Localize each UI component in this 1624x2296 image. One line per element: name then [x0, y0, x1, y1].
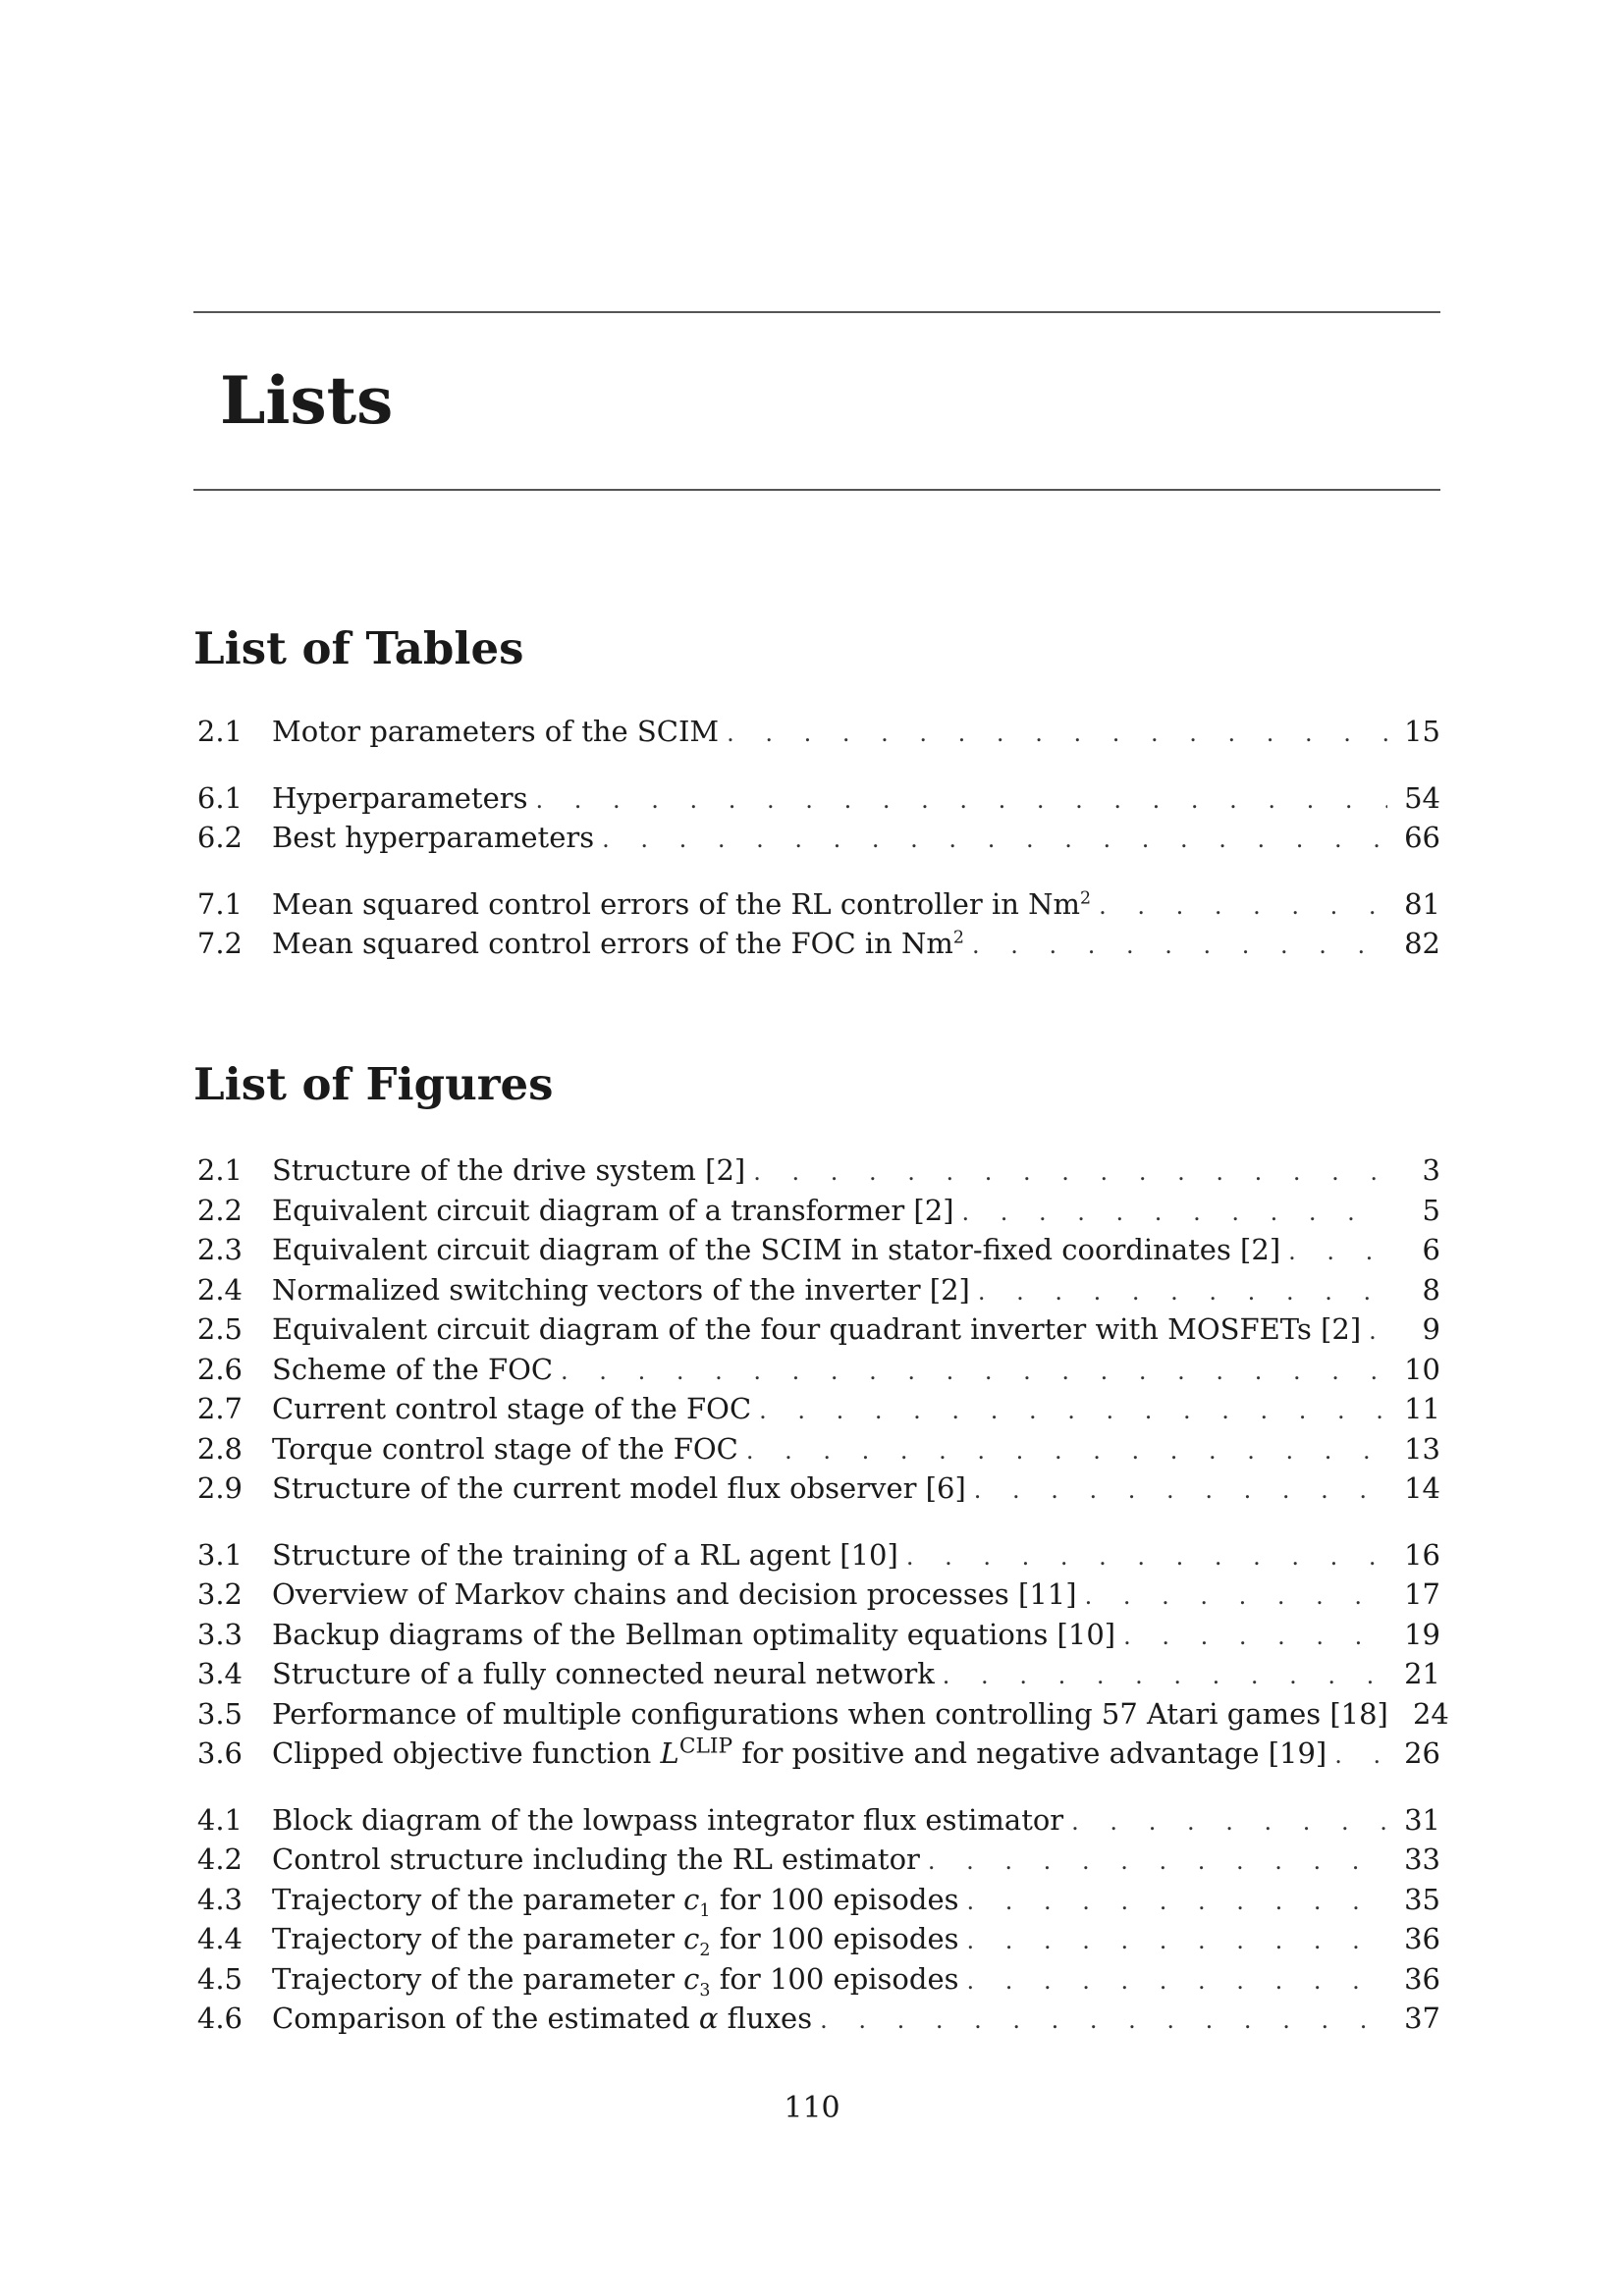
entry-number: 2.3: [196, 1233, 243, 1266]
title-text: Comparison of the estimated: [272, 2002, 699, 2035]
top-rule: [193, 311, 1440, 313]
entry-page: 33: [1404, 1842, 1440, 1876]
math-subscript: 1: [699, 1900, 711, 1921]
entry-number: 3.1: [196, 1537, 243, 1572]
toc-entry[interactable]: [193, 924, 1440, 964]
entry-title: [272, 1309, 1369, 1350]
title-text: Equivalent circuit diagram of the SCIM in stator-fixed coordinates [2]: [272, 1233, 1281, 1266]
entry-title: [272, 1919, 967, 1959]
dot-leader: [928, 1842, 1387, 1882]
entry-number: 2.4: [196, 1272, 243, 1307]
entry-page: 35: [1404, 1882, 1440, 1916]
entry-page: 19: [1404, 1617, 1440, 1651]
entry-page: 36: [1404, 1961, 1440, 1996]
dot-leader: [746, 1431, 1387, 1471]
dot-leader: [1123, 1617, 1387, 1657]
toc-entry[interactable]: [193, 712, 1440, 752]
entry-page: 6: [1422, 1233, 1440, 1266]
entry-page: 24: [1412, 1696, 1449, 1731]
dot-leader: [561, 1352, 1387, 1392]
title-text: fluxes: [718, 2002, 813, 2035]
title-text: Mean squared control errors of the RL controller in Nm: [272, 886, 1081, 921]
entry-title: [272, 1800, 1071, 1841]
entry-number: 2.8: [196, 1431, 243, 1466]
math-subscript: 2: [699, 1940, 711, 1960]
dot-leader: [978, 1272, 1387, 1312]
title-text: Equivalent circuit diagram of a transformer [2]: [272, 1193, 954, 1227]
toc-entry[interactable]: [193, 1654, 1440, 1694]
entry-title: [272, 1191, 962, 1231]
entry-title: [272, 1575, 1085, 1615]
entry-page: 26: [1404, 1736, 1440, 1770]
title-text: for 100 episodes: [710, 1882, 959, 1916]
entry-title: [272, 1734, 1334, 1774]
math-symbol: c: [683, 1922, 700, 1955]
toc-entry[interactable]: [193, 818, 1440, 858]
entry-page: 36: [1404, 1922, 1440, 1955]
toc-entry[interactable]: [193, 1999, 1440, 2039]
dot-leader: [759, 1391, 1387, 1431]
list-of-tables: [193, 712, 1440, 990]
entry-page: 10: [1404, 1352, 1440, 1386]
toc-entry[interactable]: [193, 1800, 1440, 1841]
entry-title: [272, 1230, 1288, 1270]
entry-page: 16: [1404, 1537, 1440, 1572]
title-text: Scheme of the FOC: [272, 1352, 554, 1386]
entry-title: [272, 1468, 974, 1509]
title-text: Current control stage of the FOC: [272, 1392, 752, 1425]
toc-group: [193, 1535, 1449, 1774]
title-text: for 100 episodes: [710, 1961, 959, 1996]
entry-page: 5: [1422, 1193, 1440, 1227]
dot-leader: [1099, 886, 1387, 927]
entry-page: 15: [1404, 715, 1440, 748]
toc-entry[interactable]: [193, 1230, 1440, 1270]
list-of-tables-heading: List of Tables: [193, 622, 524, 674]
math-superscript: CLIP: [678, 1734, 733, 1759]
toc-entry[interactable]: [193, 1150, 1440, 1191]
entry-page: 54: [1404, 780, 1440, 815]
entry-number: 7.2: [196, 927, 243, 960]
title-text: Trajectory of the parameter: [272, 1922, 684, 1955]
entry-number: 4.2: [196, 1842, 243, 1876]
entry-number: 3.3: [196, 1617, 243, 1651]
entry-title: [272, 1150, 753, 1191]
entry-title: [272, 1654, 943, 1694]
math-symbol: α: [698, 2002, 719, 2035]
entry-page: 14: [1404, 1471, 1440, 1505]
dot-leader: [1288, 1232, 1387, 1272]
entry-title: [272, 1429, 746, 1469]
entry-title: [272, 712, 727, 752]
entry-title: [272, 1270, 978, 1310]
entry-title: [272, 818, 602, 858]
entry-title: [272, 1615, 1123, 1655]
title-text: Trajectory of the parameter: [272, 1961, 684, 1996]
page-number: 110: [784, 2091, 840, 2125]
title-text: for positive and negative advantage [19]: [732, 1736, 1327, 1770]
title-text: Trajectory of the parameter: [272, 1882, 684, 1916]
math-symbol: L: [660, 1736, 679, 1770]
dot-leader: [1334, 1735, 1387, 1776]
dot-leader: [906, 1537, 1387, 1577]
entry-number: 3.2: [196, 1577, 243, 1611]
title-text: Structure of the training of a RL agent [10]: [272, 1537, 898, 1572]
toc-group: [193, 884, 1440, 964]
entry-page: 8: [1422, 1272, 1440, 1307]
list-of-figures: [193, 1150, 1449, 2065]
dot-leader: [1369, 1311, 1387, 1352]
title-text: Control structure including the RL estimator: [272, 1842, 920, 1876]
toc-entry[interactable]: [193, 1389, 1440, 1429]
toc-entry[interactable]: [193, 1191, 1440, 1231]
entry-title: [272, 924, 972, 964]
entry-number: 2.1: [196, 1153, 243, 1187]
entry-title: [272, 1840, 928, 1880]
title-superscript: 2: [952, 928, 964, 948]
entry-title: [272, 1389, 759, 1429]
entry-number: 7.1: [196, 886, 243, 921]
bottom-rule: [193, 489, 1440, 491]
title-text: Structure of the drive system [2]: [272, 1153, 746, 1187]
entry-title: [272, 1959, 967, 2000]
title-text: Best hyperparameters: [272, 821, 595, 854]
entry-page: 82: [1404, 927, 1440, 960]
dot-leader: [536, 780, 1388, 821]
toc-entry[interactable]: [193, 884, 1440, 925]
toc-entry[interactable]: [193, 1694, 1449, 1735]
dot-leader: [602, 820, 1387, 860]
dot-leader: [967, 1961, 1388, 2002]
title-text: Structure of the current model flux observer [6]: [272, 1471, 966, 1505]
toc-group: [193, 778, 1440, 858]
toc-entry[interactable]: [193, 778, 1440, 819]
dot-leader: [727, 714, 1387, 754]
entry-title: [272, 1535, 906, 1575]
toc-entry[interactable]: [193, 1959, 1440, 2000]
toc-entry[interactable]: [193, 1615, 1440, 1655]
math-subscript: 3: [699, 1980, 711, 2001]
dot-leader: [974, 1470, 1387, 1511]
title-text: Block diagram of the lowpass integrator flux estimator: [272, 1802, 1064, 1837]
title-text: Performance of multiple configurations when controlling 57 Atari games [18]: [272, 1696, 1388, 1731]
title-text: Motor parameters of the SCIM: [272, 715, 720, 748]
entry-title: [272, 1694, 1396, 1735]
toc-entry[interactable]: [193, 1840, 1440, 1880]
entry-number: 4.5: [196, 1961, 243, 1996]
entry-number: 2.2: [196, 1193, 243, 1227]
entry-number: 4.6: [196, 2002, 243, 2035]
chapter-title: Lists: [220, 362, 394, 439]
title-text: Hyperparameters: [272, 780, 528, 815]
title-text: for 100 episodes: [710, 1922, 959, 1955]
entry-number: 2.7: [196, 1392, 243, 1425]
toc-group: [193, 1150, 1440, 1509]
entry-number: 4.1: [196, 1802, 243, 1837]
dot-leader: [820, 2001, 1387, 2041]
title-text: Normalized switching vectors of the inverter [2]: [272, 1272, 970, 1307]
list-of-figures-heading: List of Figures: [193, 1058, 554, 1110]
toc-entry[interactable]: [193, 1350, 1440, 1390]
toc-entry[interactable]: [193, 1734, 1440, 1774]
entry-number: 3.6: [196, 1736, 243, 1770]
entry-page: 21: [1404, 1657, 1440, 1690]
entry-number: 2.6: [196, 1352, 243, 1386]
dot-leader: [753, 1152, 1387, 1193]
title-text: Clipped objective function: [272, 1736, 661, 1770]
entry-title: [272, 778, 536, 819]
entry-page: 3: [1422, 1153, 1440, 1187]
entry-number: 6.2: [196, 821, 243, 854]
title-superscript: 2: [1080, 887, 1092, 908]
entry-number: 4.4: [196, 1922, 243, 1955]
entry-number: 2.5: [196, 1312, 243, 1346]
entry-page: 9: [1422, 1312, 1440, 1346]
entry-number: 3.4: [196, 1657, 243, 1690]
entry-number: 3.5: [196, 1696, 243, 1731]
entry-number: 6.1: [196, 780, 243, 815]
entry-page: 13: [1404, 1431, 1440, 1466]
math-symbol: c: [683, 1961, 700, 1996]
dot-leader: [967, 1882, 1388, 1922]
dot-leader: [967, 1921, 1388, 1961]
toc-group: [193, 712, 1440, 752]
toc-group: [193, 1800, 1440, 2039]
toc-entry[interactable]: [193, 1575, 1440, 1615]
dot-leader: [1071, 1802, 1387, 1842]
toc-entry[interactable]: [193, 1880, 1440, 1920]
entry-number: 4.3: [196, 1882, 243, 1916]
title-text: Mean squared control errors of the FOC in Nm: [272, 927, 953, 960]
entry-title: [272, 1880, 967, 1920]
math-symbol: c: [683, 1882, 700, 1916]
toc-entry[interactable]: [193, 1270, 1440, 1310]
entry-page: 37: [1404, 2002, 1440, 2035]
entry-page: 66: [1404, 821, 1440, 854]
entry-number: 2.9: [196, 1471, 243, 1505]
title-text: Torque control stage of the FOC: [272, 1431, 738, 1466]
toc-entry[interactable]: [193, 1919, 1440, 1959]
dot-leader: [972, 926, 1387, 966]
entry-title: [272, 1350, 561, 1390]
dot-leader: [1085, 1576, 1387, 1617]
title-text: Structure of a fully connected neural network: [272, 1657, 935, 1690]
entry-title: [272, 884, 1099, 925]
toc-entry[interactable]: [193, 1309, 1440, 1350]
toc-entry[interactable]: [193, 1535, 1440, 1575]
dot-leader: [943, 1656, 1387, 1696]
toc-entry[interactable]: [193, 1429, 1440, 1469]
dot-leader: [962, 1193, 1387, 1233]
title-text: Backup diagrams of the Bellman optimality equations [10]: [272, 1617, 1116, 1651]
entry-title: [272, 1999, 820, 2039]
title-text: Equivalent circuit diagram of the four quadrant inverter with MOSFETs [2]: [272, 1312, 1362, 1346]
entry-number: 2.1: [196, 715, 243, 748]
entry-page: 17: [1404, 1577, 1440, 1611]
entry-page: 11: [1404, 1392, 1440, 1425]
entry-page: 81: [1404, 886, 1440, 921]
title-text: Overview of Markov chains and decision processes [11]: [272, 1577, 1077, 1611]
toc-entry[interactable]: [193, 1468, 1440, 1509]
entry-page: 31: [1404, 1802, 1440, 1837]
